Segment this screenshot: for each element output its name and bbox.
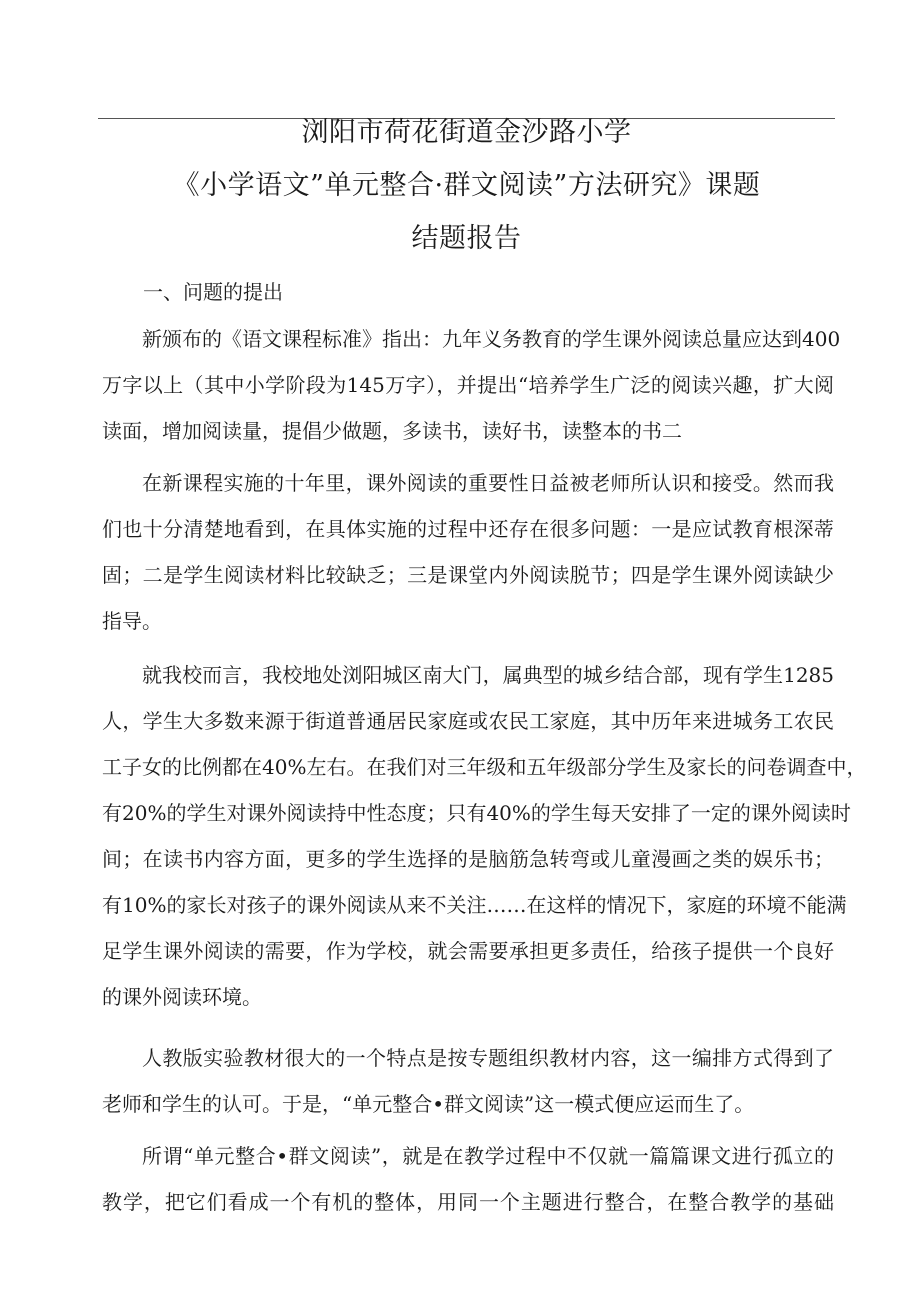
paragraph-line: 足学生课外阅读的需要，作为学校，就会需要承担更多责任，给孩子提供一个良好 <box>102 939 834 963</box>
title-line-report: 结题报告 <box>411 223 522 254</box>
paragraph <box>102 1035 834 1127</box>
paragraph-line: 所谓“单元整合•群文阅读”，就是在教学过程中不仅就一篇篇课文进行孤立的 <box>142 1144 834 1168</box>
paragraph-line: 人，学生大多数来源于街道普通居民家庭或农民工家庭，其中历年来进城务工农民 <box>102 709 834 733</box>
paragraph-line: 教学，把它们看成一个有机的整体，用同一个主题进行整合，在整合教学的基础 <box>102 1190 834 1214</box>
paragraph-line: 老师和学生的认可。于是，“单元整合•群文阅读”这一模式便应运而生了。 <box>102 1092 755 1116</box>
paragraph-line: 固；二是学生阅读材料比较缺乏；三是课堂内外阅读脱节；四是学生课外阅读缺少 <box>102 563 834 587</box>
paragraph <box>102 652 867 1020</box>
paragraph-line: 有20%的学生对课外阅读持中性态度；只有40%的学生每天安排了一定的课外阅读时 <box>102 801 851 825</box>
paragraph-line: 新颁布的《语文课程标准》指出：九年义务教育的学生课外阅读总量应达到400 <box>142 327 841 351</box>
paragraph-line: 工子女的比例都在40%左右。在我们对三年级和五年级部分学生及家长的问卷调查中， <box>102 755 867 779</box>
paragraph-line: 读面，增加阅读量，提倡少做题，多读书，读好书，读整本的书二 <box>102 419 682 443</box>
paragraph-line: 们也十分清楚地看到，在具体实施的过程中还存在很多问题：一是应试教育根深蒂 <box>102 517 834 541</box>
paragraph-line: 万字以上（其中小学阶段为145万字），并提出“培养学生广泛的阅读兴趣，扩大阅 <box>102 373 834 397</box>
paragraph-line: 的课外阅读环境。 <box>102 985 262 1009</box>
paragraph-line: 就我校而言，我校地处浏阳城区南大门，属典型的城乡结合部，现有学生1285 <box>142 663 834 687</box>
paragraph-line: 有10%的家长对孩子的课外阅读从来不关注……在这样的情况下，家庭的环境不能满 <box>102 893 847 917</box>
paragraph <box>102 316 841 454</box>
paragraph <box>102 460 834 644</box>
title-line-school: 浏阳市荷花街道金沙路小学 <box>301 117 632 148</box>
paragraph-line: 人教版实验教材很大的一个特点是按专题组织教材内容，这一编排方式得到了 <box>142 1046 834 1070</box>
paragraph-line: 间；在读书内容方面，更多的学生选择的是脑筋急转弯或儿童漫画之类的娱乐书； <box>102 847 834 871</box>
section-heading: 一、问题的提出 <box>143 280 283 304</box>
report-title <box>98 106 835 265</box>
paragraph-line: 在新课程实施的十年里，课外阅读的重要性日益被老师所认识和接受。然而我 <box>142 471 834 495</box>
paragraph-line: 指导。 <box>102 609 162 633</box>
paragraph <box>102 1133 834 1225</box>
title-line-project: 《小学语文”单元整合·群文阅读”方法研究》课题 <box>172 170 761 201</box>
